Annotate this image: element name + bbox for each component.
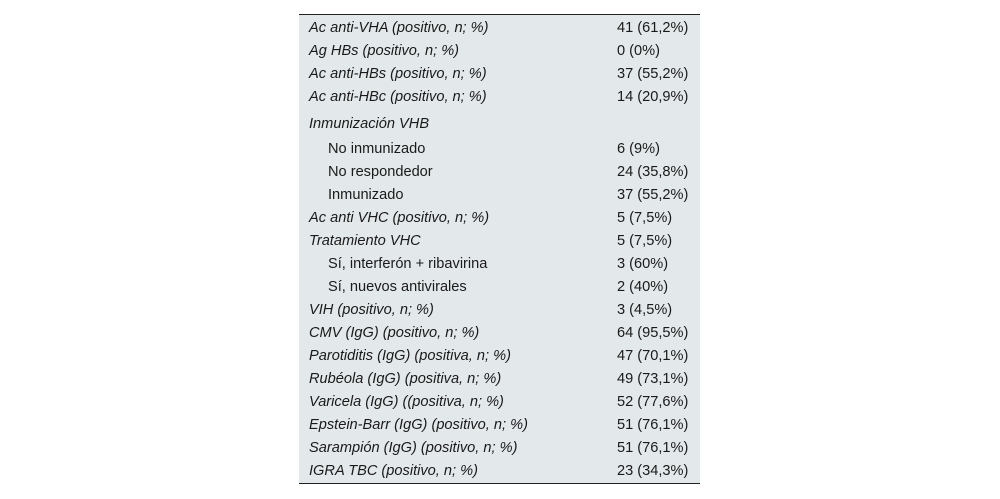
row-value: 5 (7,5%) <box>617 232 673 249</box>
row-label: Tratamiento VHC <box>309 232 421 249</box>
row-label: Ac anti VHC (positivo, n; %) <box>309 209 490 226</box>
row-label: Epstein-Barr (IgG) (positivo, n; %) <box>309 416 528 433</box>
row-value: 6 (9%) <box>617 140 660 157</box>
table-row <box>299 62 700 85</box>
table-row <box>299 137 700 160</box>
row-label: Ac anti-HBc (positivo, n; %) <box>309 88 487 105</box>
row-value: 52 (77,6%) <box>617 393 689 410</box>
row-label: Parotiditis (IgG) (positiva, n; %) <box>309 347 511 364</box>
row-value: 0 (0%) <box>617 42 660 59</box>
table-row <box>299 367 700 390</box>
row-value: 3 (60%) <box>617 255 669 272</box>
table-row <box>299 206 700 229</box>
table-row <box>299 436 700 459</box>
row-label: Ag HBs (positivo, n; %) <box>309 42 460 59</box>
row-label: Rubéola (IgG) (positiva, n; %) <box>309 370 502 387</box>
row-value <box>607 108 700 137</box>
row-value: 37 (55,2%) <box>617 186 689 203</box>
row-label: Ac anti-HBs (positivo, n; %) <box>309 65 487 82</box>
row-label: IGRA TBC (positivo, n; %) <box>309 462 478 479</box>
row-value: 49 (73,1%) <box>617 370 689 387</box>
row-label: No respondedor <box>328 163 433 180</box>
row-value: 37 (55,2%) <box>617 65 689 82</box>
serology-table <box>299 14 700 484</box>
table-row <box>299 108 700 137</box>
row-value: 64 (95,5%) <box>617 324 689 341</box>
table-row <box>299 16 700 39</box>
row-value: 3 (4,5%) <box>617 301 673 318</box>
table-row <box>299 390 700 413</box>
row-label: Inmunización VHB <box>309 116 430 132</box>
row-value: 47 (70,1%) <box>617 347 689 364</box>
row-label: Sí, nuevos antivirales <box>328 278 467 295</box>
table-row <box>299 298 700 321</box>
table-row <box>299 321 700 344</box>
table-row <box>299 85 700 108</box>
table-body <box>299 16 700 482</box>
row-value: 23 (34,3%) <box>617 462 689 479</box>
table-row <box>299 344 700 367</box>
table-row <box>299 183 700 206</box>
row-value: 5 (7,5%) <box>617 209 673 226</box>
table-row <box>299 39 700 62</box>
row-label: Sí, interferón + ribavirina <box>328 255 488 272</box>
table-row <box>299 252 700 275</box>
table-row <box>299 229 700 252</box>
row-label: VIH (positivo, n; %) <box>309 301 434 318</box>
table-row <box>299 459 700 482</box>
row-label: Ac anti-VHA (positivo, n; %) <box>309 19 489 36</box>
row-value: 2 (40%) <box>617 278 669 295</box>
row-value: 41 (61,2%) <box>617 19 689 36</box>
row-label: CMV (IgG) (positivo, n; %) <box>309 324 480 341</box>
row-value: 14 (20,9%) <box>617 88 689 105</box>
table-row <box>299 275 700 298</box>
row-label: Varicela (IgG) ((positiva, n; %) <box>309 393 504 410</box>
row-label: Sarampión (IgG) (positivo, n; %) <box>309 439 518 456</box>
row-label: No inmunizado <box>328 140 426 157</box>
row-value: 51 (76,1%) <box>617 439 689 456</box>
row-value: 51 (76,1%) <box>617 416 689 433</box>
row-value: 24 (35,8%) <box>617 163 689 180</box>
table-row <box>299 413 700 436</box>
table-row <box>299 160 700 183</box>
serology-table-grid <box>299 16 700 482</box>
row-label: Inmunizado <box>328 186 404 203</box>
